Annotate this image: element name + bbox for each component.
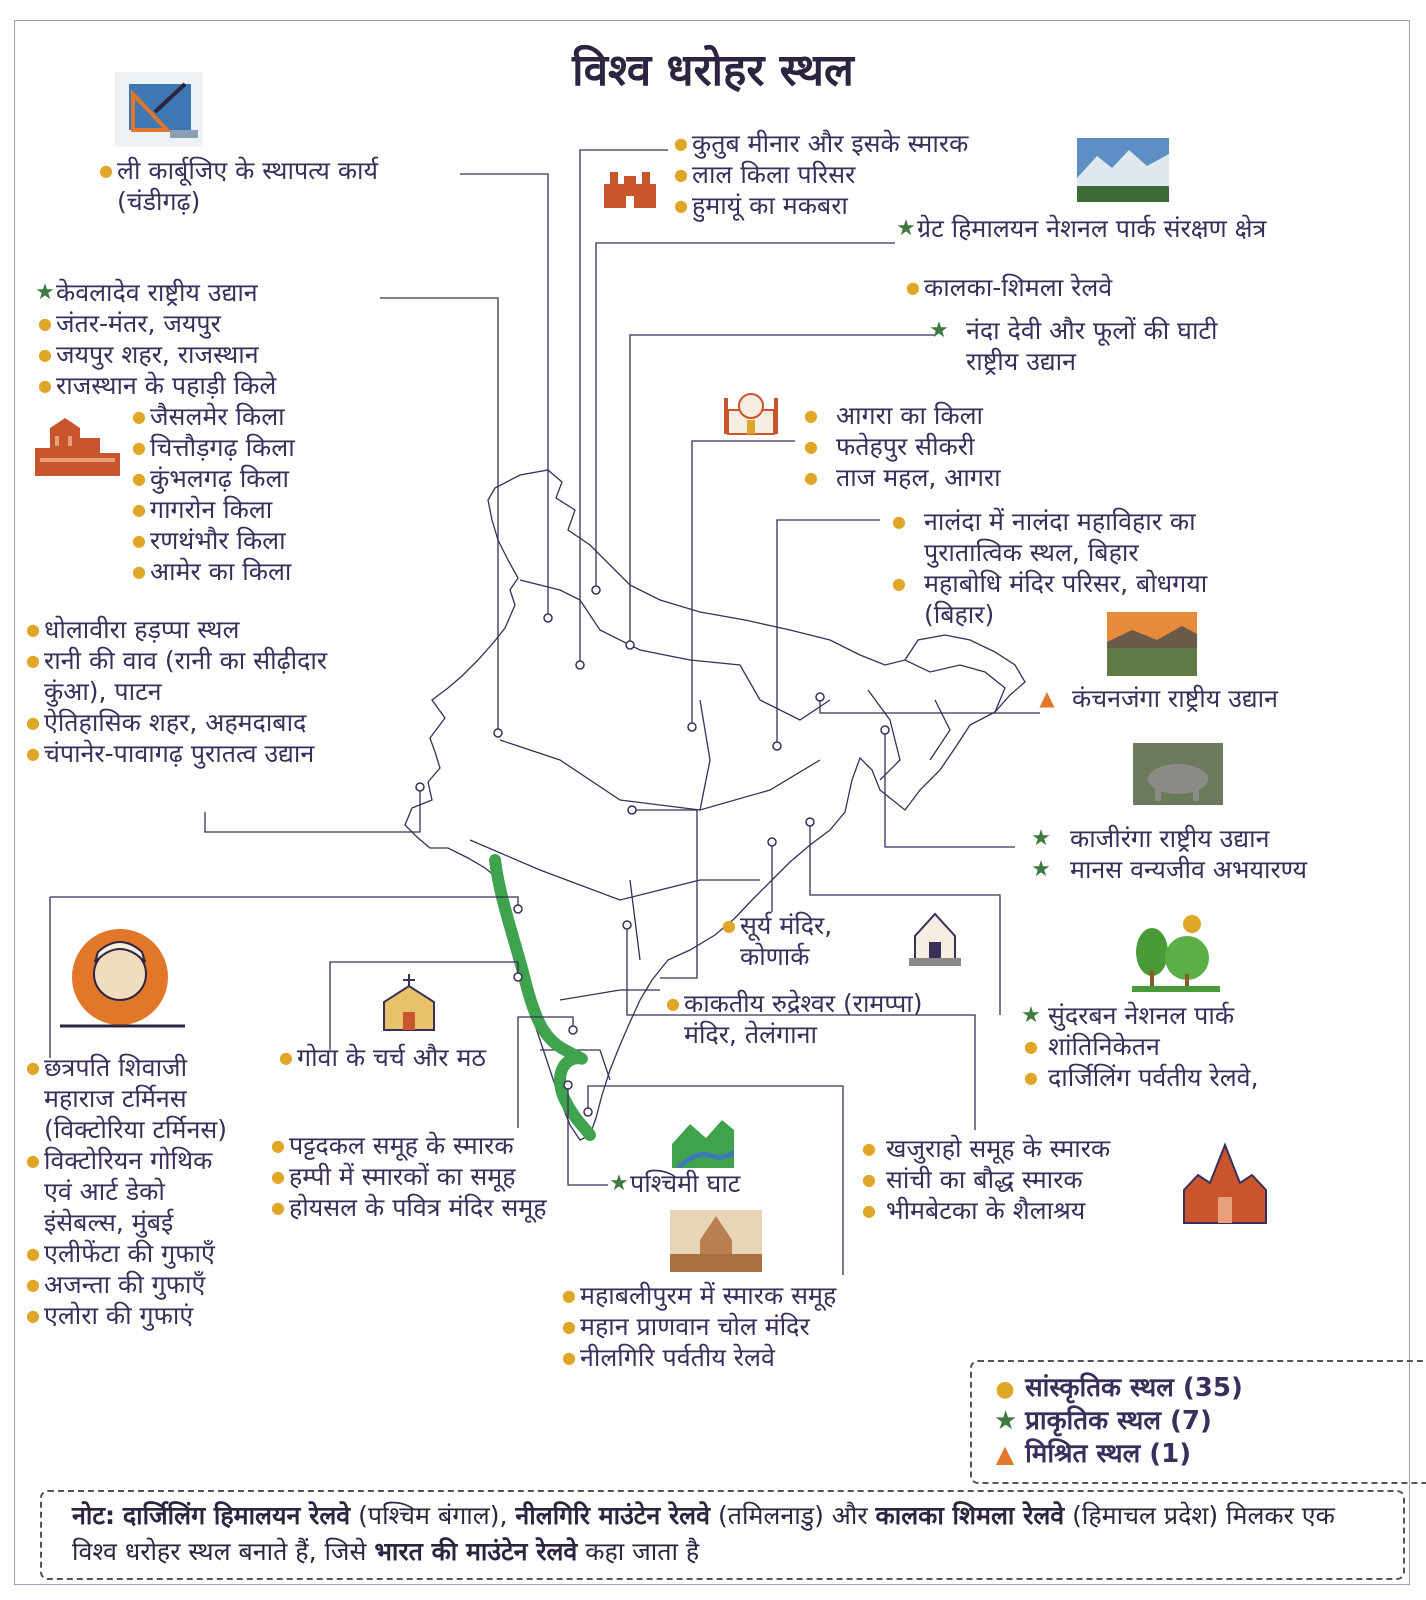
natural-marker: ★	[1021, 1003, 1041, 1028]
assam-text: मानस वन्यजीव अभयारण्य	[1070, 855, 1308, 884]
legend-cultural	[994, 1372, 1426, 1405]
goa-text: गोवा के चर्च और मठ	[297, 1043, 486, 1072]
rajasthan-site: जयपुर शहर, राजस्थान	[56, 340, 259, 369]
cultural-marker: ●	[271, 1136, 285, 1155]
church-icon	[378, 972, 440, 1034]
cultural-marker: ●	[995, 1377, 1015, 1402]
tn-site: महान प्राणवान चोल मंदिर	[580, 1312, 810, 1341]
gujarat-text: कुंआ), पाटन	[44, 677, 162, 706]
maharashtra-text: एवं आर्ट डेको	[44, 1177, 165, 1206]
cultural-marker: ●	[132, 531, 146, 550]
rajasthan-group	[34, 277, 295, 587]
rajasthan-site: जंतर-मंतर, जयपुर	[56, 309, 221, 338]
mp-group	[858, 1133, 1110, 1226]
agra-site: आगरा का किला	[836, 401, 983, 430]
gujarat-text: चंपानेर-पावागढ़ पुरातत्व उद्यान	[44, 739, 315, 768]
bihar-text: (बिहार)	[924, 600, 995, 629]
cultural-marker: ●	[26, 651, 40, 670]
maharashtra-text: विक्टोरियन गोथिक	[44, 1146, 213, 1175]
cultural-marker: ●	[271, 1167, 285, 1186]
note-text: (तमिलनाडु) और	[717, 1501, 868, 1530]
chola-temple-photo	[670, 1210, 762, 1272]
cultural-marker: ●	[26, 1244, 40, 1263]
konark-text: सूर्य मंदिर,	[740, 911, 833, 940]
ghat-landscape-icon	[672, 1110, 734, 1168]
cultural-marker: ●	[862, 1139, 876, 1158]
note-text: (पश्चिम बंगाल),	[358, 1501, 508, 1530]
legend-mixed-label: मिश्रित स्थल (1)	[1025, 1439, 1192, 1469]
mixed-marker: ▲	[995, 1440, 1015, 1468]
cultural-marker: ●	[674, 196, 688, 215]
cultural-marker: ●	[26, 744, 40, 763]
maharashtra-group	[22, 1052, 227, 1331]
chandigarh-text: ली कार्बूजिए के स्थापत्य कार्य	[117, 156, 379, 185]
nanda-text: नंदा देवी और फूलों की घाटी	[966, 316, 1218, 345]
mixed-marker: ▲	[1039, 686, 1055, 710]
chandigarh-text: (चंडीगढ़)	[117, 187, 201, 216]
delhi-site: हुमायूं का मकबरा	[692, 191, 848, 220]
cultural-marker: ●	[562, 1348, 576, 1367]
bengal-site: सुंदरबन नेशनल पार्क	[1048, 1001, 1235, 1030]
delhi-group	[670, 128, 968, 221]
sun-temple-icon	[905, 908, 965, 968]
note-label: नोट:	[72, 1501, 115, 1530]
agra-site: ताज महल, आगरा	[836, 463, 1001, 492]
maharashtra-text: महाराज टर्मिनस	[44, 1084, 187, 1113]
bihar-text: पुरातात्विक स्थल, बिहार	[924, 538, 1139, 567]
maharashtra-text: एलीफेंटा की गुफाएँ	[44, 1239, 215, 1268]
goa-group	[275, 1042, 486, 1073]
legend-natural	[994, 1405, 1426, 1438]
karnataka-site: पट्टदकल समूह के स्मारक	[289, 1131, 514, 1160]
bihar-text: महाबोधि मंदिर परिसर, बोधगया	[924, 569, 1208, 598]
cultural-marker: ●	[562, 1286, 576, 1305]
fort-name: गागरोन किला	[150, 495, 273, 524]
bengal-site: शांतिनिकेतन	[1048, 1032, 1160, 1061]
bihar-group	[888, 506, 1207, 630]
keoladeo-text: केवलादेव राष्ट्रीय उद्यान	[56, 278, 258, 307]
cultural-marker: ●	[132, 562, 146, 581]
natural-marker: ★	[929, 318, 949, 343]
natural-marker: ★	[896, 216, 916, 241]
natural-marker: ★	[994, 1406, 1018, 1436]
karnataka-group	[267, 1130, 547, 1223]
gujarat-text: रानी की वाव (रानी का सीढ़ीदार	[44, 646, 328, 675]
cultural-marker: ●	[132, 469, 146, 488]
ghnp-text: ग्रेट हिमालयन नेशनल पार्क संरक्षण क्षेत्र	[917, 214, 1267, 243]
cultural-marker: ●	[722, 916, 736, 935]
cultural-marker: ●	[862, 1170, 876, 1189]
cultural-marker: ●	[804, 406, 818, 425]
tn-group	[558, 1280, 836, 1373]
cultural-marker: ●	[132, 438, 146, 457]
fort-name: जैसलमेर किला	[150, 402, 285, 431]
note-railway: दार्जिलिंग हिमालयन रेलवे	[122, 1501, 351, 1530]
cultural-marker: ●	[892, 512, 906, 531]
maharashtra-text: छत्रपति शिवाजी	[44, 1053, 188, 1082]
cultural-marker: ●	[26, 1275, 40, 1294]
assam-group	[1030, 823, 1307, 885]
legend-cultural-label: सांस्कृतिक स्थल (35)	[1025, 1373, 1243, 1403]
cultural-marker: ●	[99, 161, 113, 180]
cultural-marker: ●	[862, 1201, 876, 1220]
khajuraho-temple-icon	[1180, 1135, 1270, 1227]
gujarat-text: धोलावीरा हड़प्पा स्थल	[44, 615, 240, 644]
cultural-marker: ●	[804, 437, 818, 456]
cultural-marker: ●	[906, 278, 920, 297]
cultural-marker: ●	[271, 1198, 285, 1217]
konark-group	[718, 910, 832, 972]
note-railway: नीलगिरि माउंटेन रेलवे	[515, 1501, 711, 1530]
note-text: कहा जाता है	[585, 1537, 700, 1566]
natural-marker: ★	[609, 1171, 629, 1196]
telangana-group	[662, 988, 923, 1050]
natural-marker: ★	[35, 280, 55, 305]
chandigarh-group	[95, 155, 378, 217]
fort-name: चित्तौड़गढ़ किला	[150, 433, 295, 462]
maharashtra-text: अजन्ता की गुफाएँ	[44, 1270, 206, 1299]
karnataka-site: होयसल के पवित्र मंदिर समूह	[289, 1193, 547, 1222]
maharashtra-text: (विक्टोरिया टर्मिनस)	[44, 1115, 228, 1144]
cultural-marker: ●	[26, 1151, 40, 1170]
legend-natural-label: प्राकृतिक स्थल (7)	[1025, 1406, 1212, 1436]
cultural-marker: ●	[26, 713, 40, 732]
fort-name: आमेर का किला	[150, 557, 292, 586]
cultural-marker: ●	[674, 134, 688, 153]
taj-mahal-icon	[722, 380, 780, 436]
note-railway: भारत की माउंटेन रेलवे	[374, 1537, 578, 1566]
natural-marker: ★	[1031, 857, 1051, 882]
westernghats-text: पश्चिमी घाट	[630, 1169, 741, 1198]
ghnp-group	[895, 213, 1266, 244]
cultural-marker: ●	[674, 165, 688, 184]
cultural-marker: ●	[26, 1058, 40, 1077]
himalaya-photo	[1077, 138, 1169, 202]
bihar-text: नालंदा में नालंदा महाविहार का	[924, 507, 1196, 536]
cultural-marker: ●	[38, 345, 52, 364]
note-text: (हिमाचल प्रदेश) मिलकर एक विश्व धरोहर स्थल बनाते हैं, जिसे	[72, 1501, 1335, 1566]
cultural-marker: ●	[38, 314, 52, 333]
legend-box	[970, 1360, 1426, 1484]
rhino-photo	[1133, 743, 1223, 805]
kanchenjunga-group	[1036, 683, 1278, 714]
delhi-site: कुतुब मीनार और इसके स्मारक	[692, 129, 969, 158]
assam-text: काजीरंगा राष्ट्रीय उद्यान	[1070, 824, 1270, 853]
delhi-site: लाल किला परिसर	[692, 160, 856, 189]
cultural-marker: ●	[132, 500, 146, 519]
note-railway: कालका शिमला रेलवे	[875, 1501, 1065, 1530]
cultural-marker: ●	[26, 1306, 40, 1325]
mp-site: सांची का बौद्ध स्मारक	[886, 1165, 1083, 1194]
gujarat-text: ऐतिहासिक शहर, अहमदाबाद	[44, 708, 307, 737]
legend-mixed	[994, 1438, 1426, 1471]
cultural-marker: ●	[26, 620, 40, 639]
cultural-marker: ●	[1024, 1068, 1038, 1087]
shivaji-portrait	[60, 922, 185, 1032]
gujarat-group	[22, 614, 327, 769]
westernghats-group	[608, 1168, 740, 1199]
maharashtra-text: इंसेबल्स, मुंबई	[44, 1208, 174, 1237]
cultural-marker: ●	[279, 1048, 293, 1067]
natural-marker: ★	[1031, 826, 1051, 851]
kalka-group	[902, 272, 1112, 303]
kalka-text: कालका-शिमला रेलवे	[924, 273, 1113, 302]
tn-site: नीलगिरि पर्वतीय रेलवे	[580, 1343, 775, 1372]
red-fort-icon	[600, 166, 660, 210]
maharashtra-text: एलोरा की गुफाएं	[44, 1301, 194, 1330]
rajasthan-site: राजस्थान के पहाड़ी किले	[56, 371, 277, 400]
note-box	[40, 1490, 1405, 1580]
architect-drawing-icon	[115, 72, 203, 147]
fort-name: रणथंभौर किला	[150, 526, 286, 555]
mp-site: खजुराहो समूह के स्मारक	[886, 1134, 1111, 1163]
karnataka-site: हम्पी में स्मारकों का समूह	[289, 1162, 516, 1191]
nanda-group	[928, 315, 1218, 377]
cultural-marker: ●	[38, 376, 52, 395]
page-title: विश्व धरोहर स्थल	[572, 45, 854, 96]
cultural-marker: ●	[132, 407, 146, 426]
telangana-text: काकतीय रुद्रेश्वर (रामप्पा)	[684, 989, 923, 1018]
bengal-site: दार्जिलिंग पर्वतीय रेलवे,	[1048, 1063, 1259, 1092]
cultural-marker: ●	[666, 994, 680, 1013]
tn-site: महाबलीपुरम में स्मारक समूह	[580, 1281, 837, 1310]
nanda-text: राष्ट्रीय उद्यान	[966, 347, 1077, 376]
cultural-marker: ●	[562, 1317, 576, 1336]
konark-text: कोणार्क	[740, 942, 810, 971]
fort-name: कुंभलगढ़ किला	[150, 464, 289, 493]
cultural-marker: ●	[804, 468, 818, 487]
kanchenjunga-text: कंचनजंगा राष्ट्रीय उद्यान	[1072, 684, 1279, 713]
agra-group	[800, 400, 1001, 493]
telangana-text: मंदिर, तेलंगाना	[684, 1020, 817, 1049]
cultural-marker: ●	[1024, 1037, 1038, 1056]
bengal-group	[1020, 1000, 1259, 1093]
cultural-marker: ●	[892, 574, 906, 593]
mp-site: भीमबेटका के शैलाश्रय	[886, 1196, 1086, 1225]
agra-site: फतेहपुर सीकरी	[836, 432, 975, 461]
forest-trees-icon	[1132, 912, 1220, 994]
